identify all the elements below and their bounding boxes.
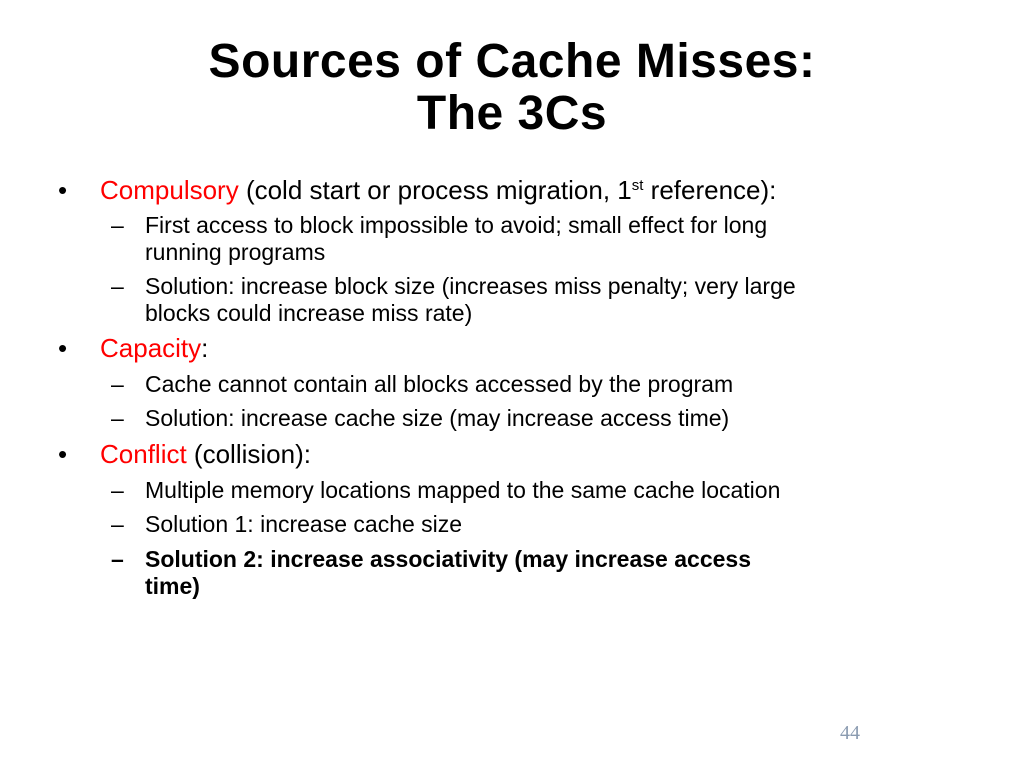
dash-icon: – (111, 477, 124, 503)
sub-bullet-line: Multiple memory locations mapped to the same cache location (145, 477, 781, 503)
dash-icon: – (111, 511, 124, 537)
sub-bullet-line: time) (145, 573, 200, 599)
sub-bullet (111, 405, 965, 432)
title-line-1: Sources of Cache Misses: (208, 35, 816, 88)
bullet-compulsory (58, 175, 980, 205)
sub-bullet-line: Solution 1: increase cache size (145, 511, 463, 537)
bullet-text: (collision): (186, 439, 311, 469)
title-line-2: The 3Cs (416, 87, 608, 140)
dash-icon: – (111, 546, 124, 572)
dash-icon: – (111, 212, 124, 238)
dash-icon: – (111, 273, 124, 299)
sub-bullet-bold (111, 546, 965, 600)
sub-bullet-line: running programs (145, 239, 326, 265)
term-conflict: Conflict (100, 439, 187, 469)
bullet-icon: • (58, 439, 68, 469)
bullet-icon: • (58, 333, 68, 363)
sub-bullet-line: blocks could increase miss rate) (145, 300, 473, 326)
sub-bullet-line: Solution: increase block size (increases miss penalty; very large (145, 273, 796, 299)
bullet-conflict (58, 439, 980, 469)
bullet-text: : (201, 333, 209, 363)
sub-bullet-line: First access to block impossible to avoid; small effect for long (145, 212, 768, 238)
sub-bullet-line: Cache cannot contain all blocks accessed by the program (145, 371, 734, 397)
sub-bullet-line: Solution 2: increase associativity (may increase access (145, 546, 751, 572)
sub-bullet (111, 212, 965, 266)
bullet-text-end: reference): (643, 175, 777, 205)
dash-icon: – (111, 371, 124, 397)
bullet-text: (cold start or process migration, 1 (238, 175, 632, 205)
sub-bullet (111, 477, 965, 504)
sub-bullet (111, 511, 965, 538)
sub-bullet (111, 273, 965, 327)
term-compulsory: Compulsory (100, 175, 239, 205)
superscript-st: st (631, 177, 644, 194)
term-capacity: Capacity (100, 333, 202, 363)
dash-icon: – (111, 405, 124, 431)
bullet-capacity (58, 333, 980, 363)
sub-bullet-line: Solution: increase cache size (may increase access time) (145, 405, 730, 431)
sub-bullet (111, 371, 965, 398)
slide-title (0, 36, 1024, 140)
page-number: 44 (840, 722, 860, 744)
bullet-icon: • (58, 175, 68, 205)
